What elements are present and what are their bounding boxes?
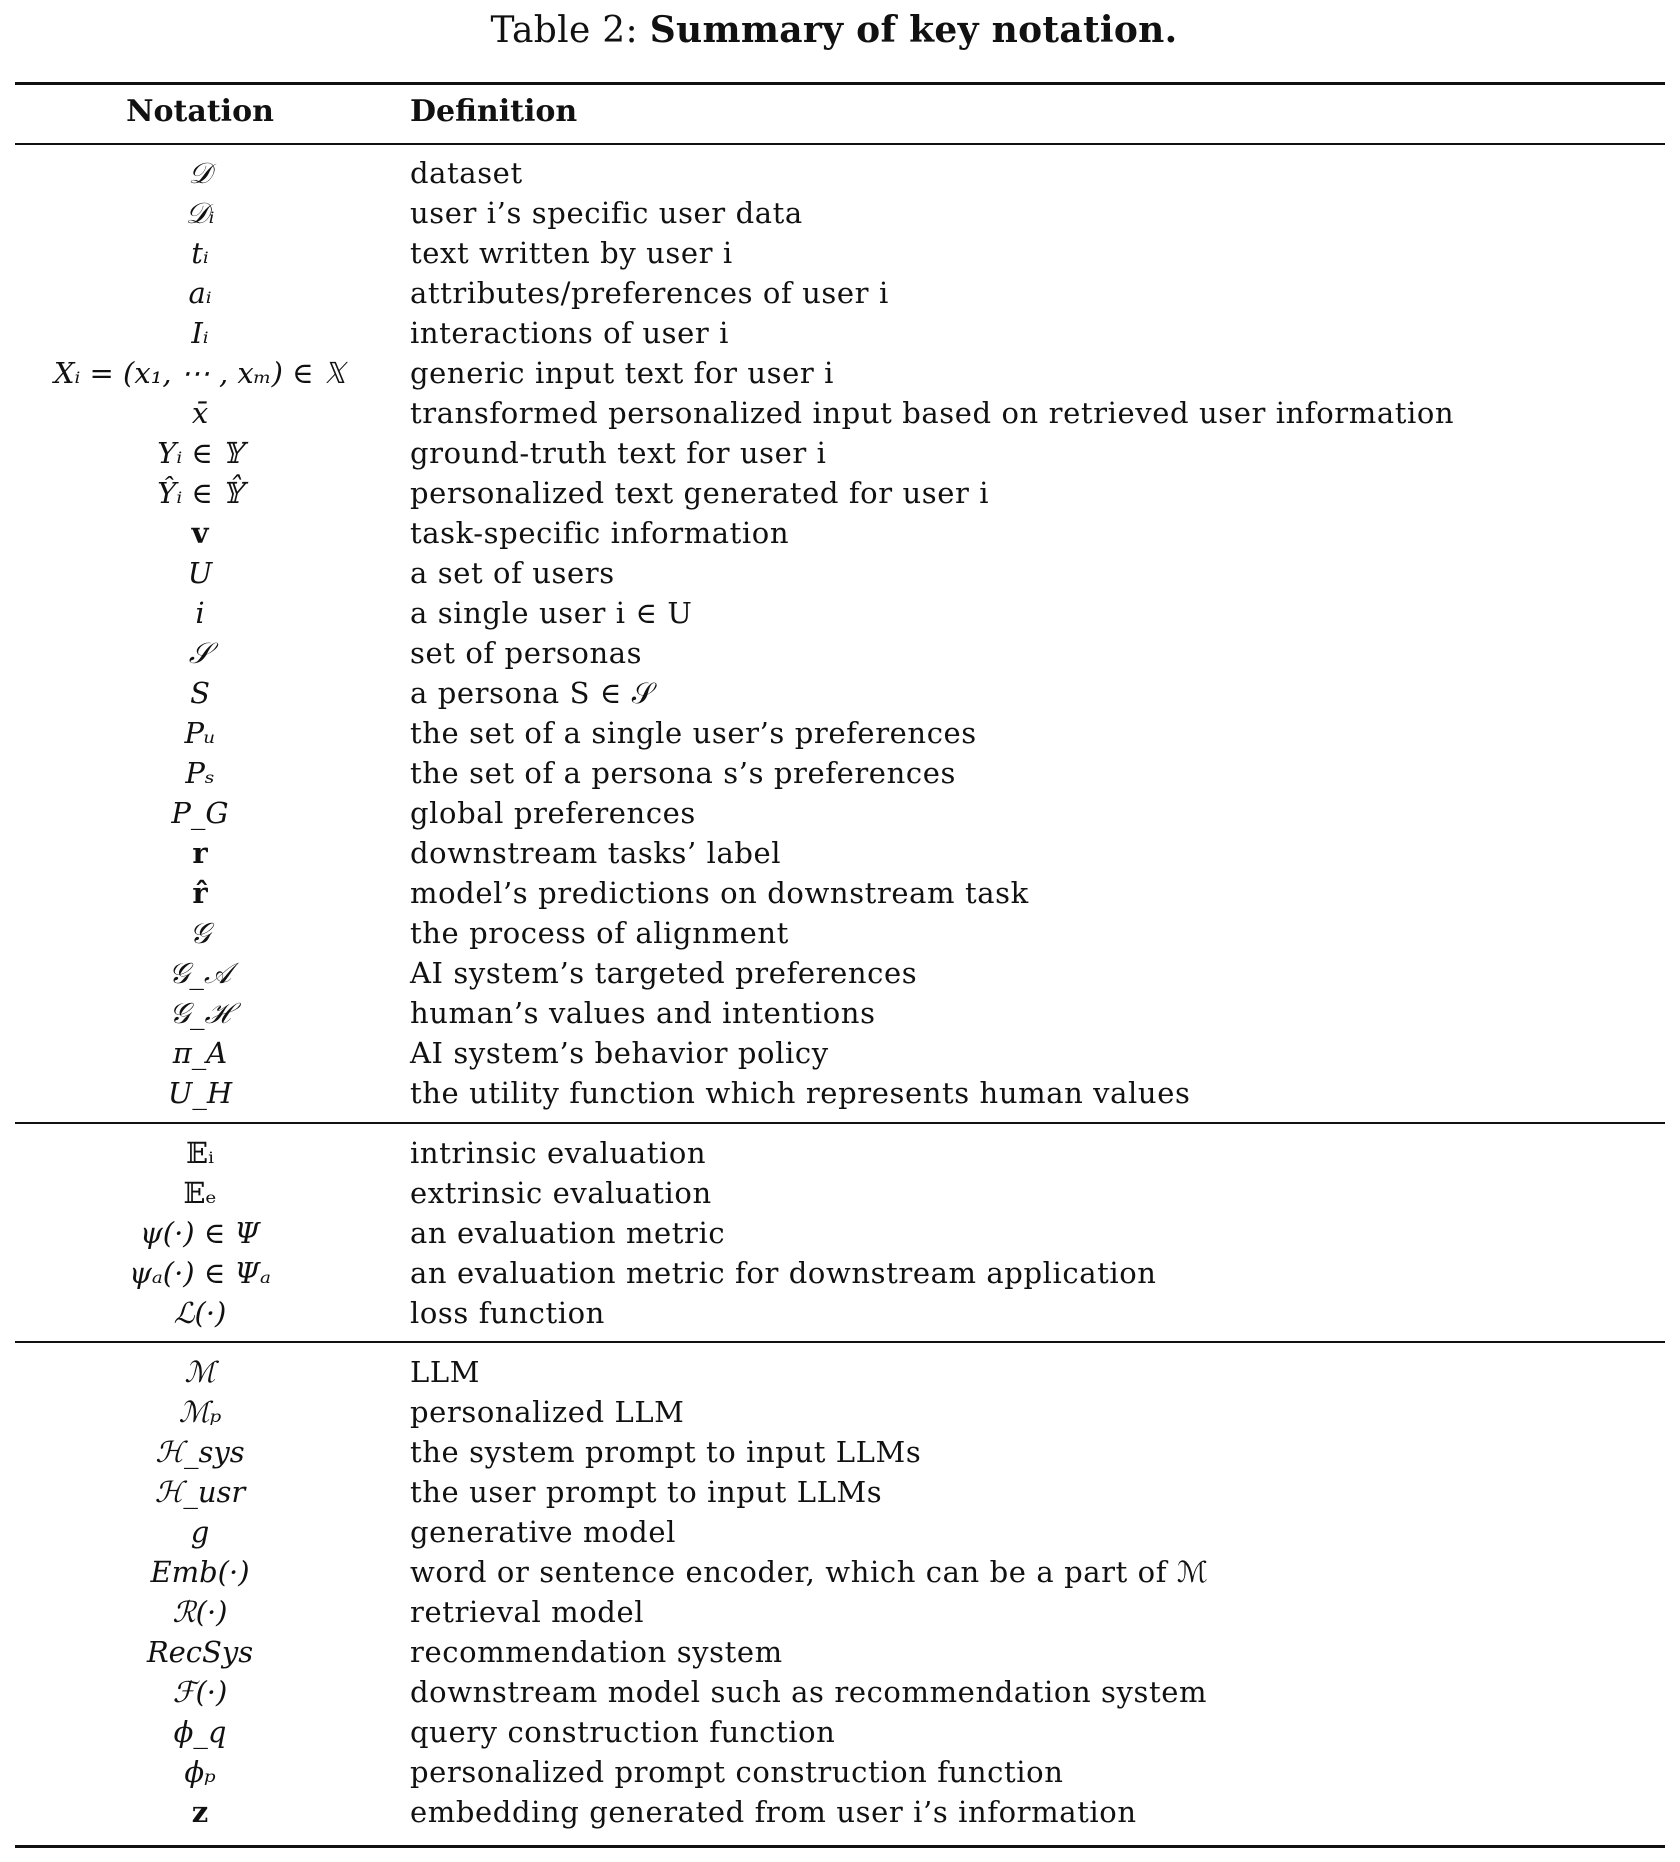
definition-cell: ground-truth text for user i <box>410 436 827 470</box>
notation-cell: 𝒢 <box>189 915 211 950</box>
notation-cell: ℛ(·) <box>172 1595 228 1629</box>
table-row <box>0 233 1668 273</box>
table-row <box>0 193 1668 233</box>
definition-cell: AI system’s behavior policy <box>410 1036 829 1070</box>
table-row <box>0 1632 1668 1672</box>
definition-cell: attributes/preferences of user i <box>410 276 889 310</box>
caption-prefix: Table 2: <box>490 10 638 51</box>
definition-cell: personalized prompt construction function <box>410 1755 1064 1789</box>
table-row <box>0 1073 1668 1113</box>
table-row <box>0 273 1668 313</box>
notation-cell: x̄ <box>191 396 209 430</box>
notation-cell: 𝒢_ℋ <box>169 995 231 1030</box>
notation-cell: 𝒟 <box>188 155 212 190</box>
notation-cell: 𝒢_𝒜 <box>168 955 232 990</box>
definition-cell: the set of a persona s’s preferences <box>410 756 956 790</box>
table-row <box>0 673 1668 713</box>
table-row <box>0 1432 1668 1472</box>
notation-cell: 𝔼ₑ <box>183 1176 217 1210</box>
notation-cell: ℳₚ <box>178 1395 222 1429</box>
definition-column-header: Definition <box>410 94 578 129</box>
notation-cell: U <box>187 556 213 590</box>
notation-group-general <box>0 153 1668 1113</box>
table-row <box>0 513 1668 553</box>
definition-cell: a persona S ∈ 𝒮 <box>410 675 655 710</box>
table-row <box>0 1672 1668 1712</box>
notation-group-models <box>0 1352 1668 1832</box>
table-caption <box>0 8 1668 53</box>
table-row <box>0 433 1668 473</box>
notation-cell: ℒ(·) <box>173 1296 227 1330</box>
table-row <box>0 1352 1668 1392</box>
definition-cell: task-specific information <box>410 516 790 550</box>
notation-cell: RecSys <box>146 1635 254 1669</box>
table-row <box>0 1253 1668 1293</box>
definition-cell: personalized text generated for user i <box>410 476 990 510</box>
notation-cell: Ŷᵢ ∈ 𝕐̂ <box>157 476 243 510</box>
notation-cell: ϕₚ <box>184 1755 216 1789</box>
table-row <box>0 1552 1668 1592</box>
table-row <box>0 473 1668 513</box>
table-row <box>0 873 1668 913</box>
table-row <box>0 553 1668 593</box>
notation-cell: g <box>190 1515 210 1549</box>
table-row <box>0 353 1668 393</box>
table-row <box>0 713 1668 753</box>
definition-cell: the set of a single user’s preferences <box>410 716 977 750</box>
table-row <box>0 1712 1668 1752</box>
definition-cell: word or sentence encoder, which can be a part of ℳ <box>410 1555 1209 1589</box>
table-row <box>0 913 1668 953</box>
table-row <box>0 753 1668 793</box>
table-row <box>0 1512 1668 1552</box>
notation-cell: ψ(·) ∈ Ψ <box>140 1216 260 1250</box>
table-row <box>0 953 1668 993</box>
notation-cell: r̂ <box>192 876 208 910</box>
definition-cell: the process of alignment <box>410 916 789 950</box>
notation-cell: 𝒟ᵢ <box>185 195 215 230</box>
notation-cell: tᵢ <box>191 236 209 270</box>
definition-cell: a set of users <box>410 556 615 590</box>
definition-cell: loss function <box>410 1296 605 1330</box>
notation-cell: v <box>191 516 209 550</box>
definition-cell: generative model <box>410 1515 676 1549</box>
group-separator-2 <box>15 1341 1665 1343</box>
definition-cell: an evaluation metric <box>410 1216 726 1250</box>
table-row <box>0 793 1668 833</box>
notation-cell: π_A <box>172 1036 228 1070</box>
definition-cell: user i’s specific user data <box>410 196 803 230</box>
bottom-rule <box>15 1845 1665 1848</box>
notation-cell: z <box>191 1795 209 1829</box>
notation-cell: Pᵤ <box>184 716 216 750</box>
notation-cell: Pₛ <box>185 756 215 790</box>
caption-title: Summary of key notation. <box>649 9 1178 51</box>
notation-cell: Yᵢ ∈ 𝕐 <box>157 436 243 470</box>
definition-cell: a single user i ∈ U <box>410 596 693 630</box>
table-row <box>0 1752 1668 1792</box>
notation-cell: ℋ_sys <box>155 1435 245 1469</box>
definition-cell: embedding generated from user i’s information <box>410 1795 1137 1829</box>
notation-cell: Emb(·) <box>150 1555 250 1589</box>
definition-cell: query construction function <box>410 1715 836 1749</box>
definition-cell: set of personas <box>410 636 643 670</box>
table-row <box>0 313 1668 353</box>
notation-cell: S <box>190 676 210 710</box>
definition-cell: the user prompt to input LLMs <box>410 1475 883 1509</box>
header-rule <box>15 143 1665 145</box>
table-row <box>0 1472 1668 1512</box>
table-row <box>0 833 1668 873</box>
notation-cell: 𝔼ᵢ <box>186 1136 214 1170</box>
table-row <box>0 1293 1668 1333</box>
top-rule <box>15 82 1665 85</box>
table-row <box>0 633 1668 673</box>
definition-cell: global preferences <box>410 796 696 830</box>
definition-cell: interactions of user i <box>410 316 730 350</box>
notation-cell: ℋ_usr <box>154 1475 246 1509</box>
notation-cell: 𝒮 <box>188 635 212 670</box>
notation-cell: Iᵢ <box>191 316 209 350</box>
definition-cell: personalized LLM <box>410 1395 685 1429</box>
definition-cell: text written by user i <box>410 236 733 270</box>
notation-cell: ψₐ(·) ∈ Ψₐ <box>129 1256 271 1290</box>
definition-cell: generic input text for user i <box>410 356 835 390</box>
notation-cell: aᵢ <box>188 276 212 310</box>
definition-cell: the utility function which represents human values <box>410 1076 1191 1110</box>
definition-cell: recommendation system <box>410 1635 783 1669</box>
table-row <box>0 153 1668 193</box>
group-separator-1 <box>15 1122 1665 1124</box>
definition-cell: retrieval model <box>410 1595 645 1629</box>
table-row <box>0 593 1668 633</box>
definition-cell: downstream model such as recommendation system <box>410 1675 1208 1709</box>
table-row <box>0 393 1668 433</box>
definition-cell: intrinsic evaluation <box>410 1136 707 1170</box>
table-row <box>0 993 1668 1033</box>
table-row <box>0 1173 1668 1213</box>
definition-cell: an evaluation metric for downstream application <box>410 1256 1157 1290</box>
table-row <box>0 1033 1668 1073</box>
notation-cell: Xᵢ = (x₁, ⋯ , xₘ) ∈ 𝕏 <box>53 356 347 390</box>
definition-cell: AI system’s targeted preferences <box>410 956 918 990</box>
notation-cell: U_H <box>167 1076 233 1110</box>
definition-cell: the system prompt to input LLMs <box>410 1435 922 1469</box>
definition-cell: model’s predictions on downstream task <box>410 876 1029 910</box>
notation-cell: ϕ_q <box>173 1715 227 1749</box>
notation-cell: ℱ(·) <box>172 1675 228 1709</box>
definition-cell: human’s values and intentions <box>410 996 876 1030</box>
table-row <box>0 1213 1668 1253</box>
table-row <box>0 1592 1668 1632</box>
notation-group-evaluation <box>0 1133 1668 1333</box>
notation-cell: ℳ <box>184 1355 216 1389</box>
notation-cell: i <box>195 596 205 630</box>
table-row <box>0 1792 1668 1832</box>
table-row <box>0 1133 1668 1173</box>
definition-cell: downstream tasks’ label <box>410 836 782 870</box>
notation-cell: P_G <box>171 796 229 830</box>
definition-cell: transformed personalized input based on retrieved user information <box>410 396 1455 430</box>
definition-cell: dataset <box>410 156 523 190</box>
definition-cell: LLM <box>410 1355 481 1389</box>
notation-cell: r <box>192 836 208 870</box>
definition-cell: extrinsic evaluation <box>410 1176 712 1210</box>
table-row <box>0 1392 1668 1432</box>
notation-column-header: Notation <box>126 94 274 129</box>
